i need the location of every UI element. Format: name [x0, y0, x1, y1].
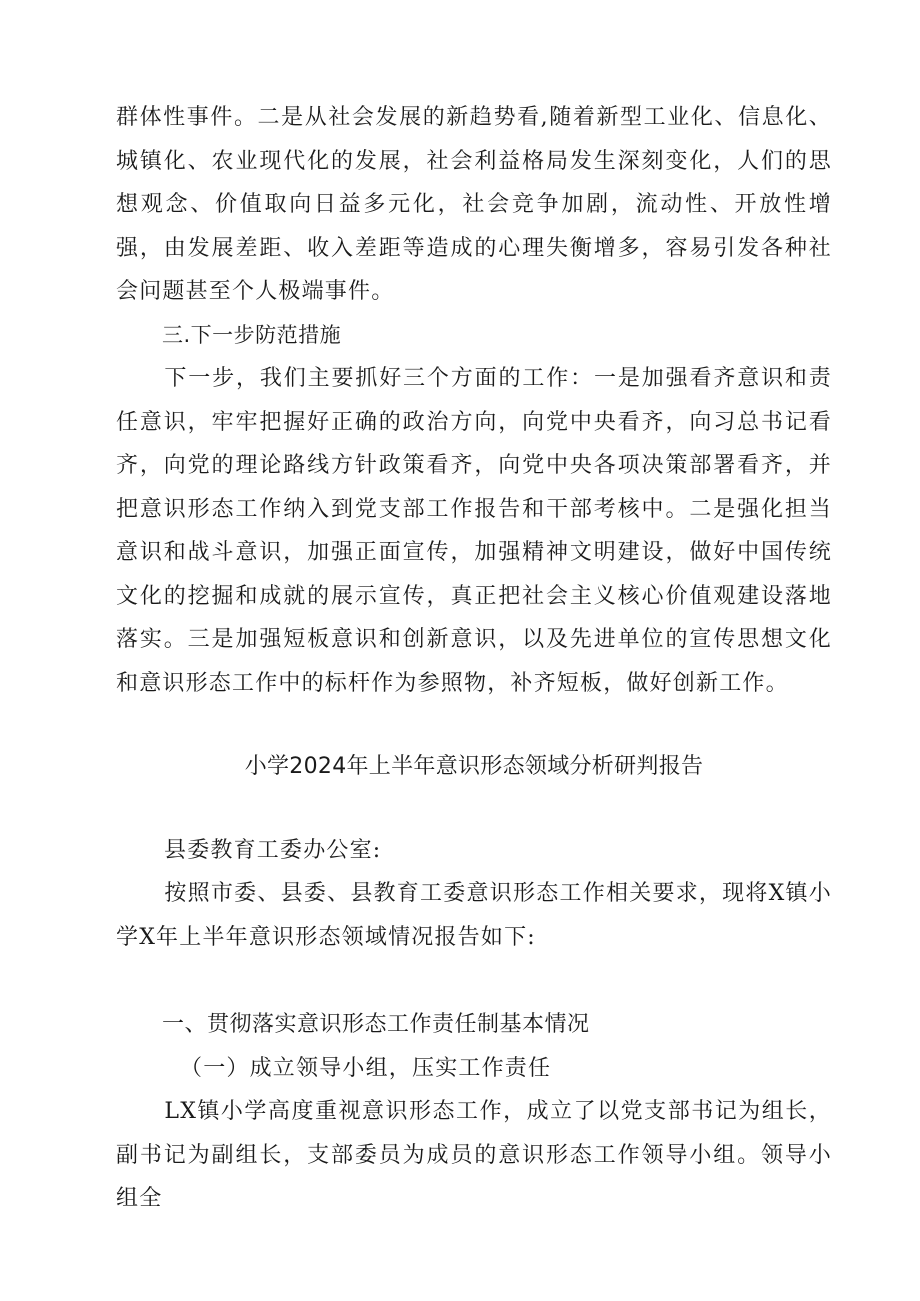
- paragraph-next-steps: 下一步，我们主要抓好三个方面的工作：一是加强看齐意识和责任意识，牢牢把握好正确的政治方向，向党中央看齐，向习总书记看齐，向党的理论路线方针政策看齐，向党中央各项决策部署看齐，并把意识形态工作纳入到党支部工作报告和干部考核中。二是强化担当意识和战斗意识，加强正面宣传，加强精神文明建设，做好中国传统文化的挖掘和成就的展示宣传，真正把社会主义核心价值观建设落地落实。三是加强短板意识和创新意识，以及先进单位的宣传思想文化和意识形态工作中的标杆作为参照物，补齐短板，做好创新工作。: [116, 366, 832, 696]
- addressee: 县委教育工委办公室:: [164, 837, 382, 863]
- paragraph-leadership: LX镇小学高度重视意识形态工作，成立了以党支部书记为组长，副书记为副组长，支部委员为成员的意识形态工作领导小组。领导小组全: [116, 1099, 832, 1211]
- paragraph-intro: 按照市委、县委、县教育工委意识形态工作相关要求，现将X镇小学X年上半年意识形态领域情况报告如下:: [116, 881, 832, 950]
- spacer: [116, 789, 832, 829]
- heading-next-steps: 三.下一步防范措施: [162, 322, 342, 347]
- section-one-heading: 一、贯彻落实意识形态工作责任制基本情况: [162, 1012, 590, 1037]
- document-page: [116, 96, 832, 1221]
- paragraph-continuation: 群体性事件。二是从社会发展的新趋势看,随着新型工业化、信息化、城镇化、农业现代化的发展，社会利益格局发生深刻变化，人们的思想观念、价值取向日益多元化，社会竞争加剧，流动性、开放性增强，由发展差距、收入差距等造成的心理失衡增多，容易引发各种社会问题甚至个人极端事件。: [116, 105, 832, 304]
- spacer: [116, 959, 832, 1003]
- report-title: 小学2024年上半年意识形态领域分析研判报告: [244, 754, 704, 779]
- sub-heading-leadership-group: （一）成立领导小组，压实工作责任: [180, 1055, 552, 1081]
- spacer: [116, 725, 832, 745]
- spacer: [116, 705, 832, 725]
